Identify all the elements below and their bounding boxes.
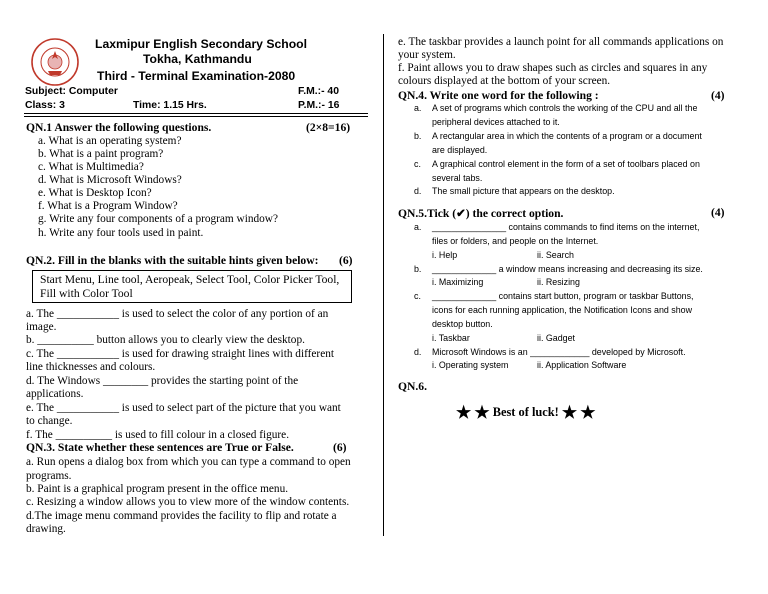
q5-option: ii. Application Software <box>537 360 627 370</box>
q3-line: your system. <box>398 49 456 61</box>
q4-line: peripheral devices attached to it. <box>432 117 560 127</box>
q5-item-letter: c. <box>414 291 421 301</box>
header-rule-top <box>24 113 368 114</box>
q5-item-letter: b. <box>414 264 422 274</box>
q5-line: files or folders, and people on the Internet. <box>432 236 599 246</box>
q5-line: _____________ contains start button, program or taskbar Buttons, <box>432 291 694 301</box>
q5-marks: (4) <box>711 206 725 219</box>
q5-item-letter: a. <box>414 222 422 232</box>
q4-item-letter: a. <box>414 103 422 113</box>
q4-line: A graphical control element in the form of a set of toolbars placed on <box>432 159 700 169</box>
q4-item-letter: b. <box>414 131 422 141</box>
q1-item: f. What is a Program Window? <box>38 200 178 212</box>
q1-heading: QN.1 Answer the following questions. <box>26 121 212 134</box>
q5-line: desktop button. <box>432 319 493 329</box>
q2-line: b. __________ button allows you to clearly view the desktop. <box>26 334 305 346</box>
q2-line: f. The __________ is used to fill colour in a closed figure. <box>26 429 290 441</box>
q3-line: b. Paint is a graphical program present in the office menu. <box>26 483 289 495</box>
school-name: Laxmipur English Secondary School <box>95 37 307 51</box>
q4-line: several tabs. <box>432 173 483 183</box>
q4-line: A rectangular area in which the contents of a program or a document <box>432 131 702 141</box>
subject-label: Subject: Computer <box>25 86 118 97</box>
q1-item: c. What is Multimedia? <box>38 161 144 173</box>
q2-hints-line: Start Menu, Line tool, Aeropeak, Select Tool, Color Picker Tool, <box>40 273 340 286</box>
header-rule-bottom <box>24 116 368 117</box>
q2-hints-box <box>32 270 352 303</box>
q2-line: c. The ___________ is used for drawing straight lines with different <box>26 348 334 360</box>
q5-line: Microsoft Windows is an ____________ developed by Microsoft. <box>432 347 686 357</box>
q3-line: a. Run opens a dialog box from which you can type a command to open <box>26 456 351 468</box>
q3-line: programs. <box>26 470 72 482</box>
q5-option: ii. Search <box>537 250 574 260</box>
q5-item-letter: d. <box>414 347 422 357</box>
q2-line: to change. <box>26 415 73 427</box>
q5-line: _______________ contains commands to find items on the internet, <box>432 222 700 232</box>
q2-line: image. <box>26 321 57 333</box>
star-icon: ★ <box>474 403 490 422</box>
q5-option: ii. Resizing <box>537 277 580 287</box>
q2-line: applications. <box>26 388 84 400</box>
q2-hints-line: Fill with Color Tool <box>40 287 133 300</box>
q2-marks: (6) <box>339 254 353 267</box>
school-location: Tokha, Kathmandu <box>143 52 252 66</box>
q5-line: icons for each running application, the Notification Icons and show <box>432 305 692 315</box>
q5-line: _____________ a window means increasing and decreasing its size. <box>432 264 703 274</box>
pass-marks-label: P.M.:- 16 <box>298 100 340 111</box>
q1-item: e. What is Desktop Icon? <box>38 187 152 199</box>
exam-title: Third - Terminal Examination-2080 <box>97 69 296 83</box>
q2-heading: QN.2. Fill in the blanks with the suitable hints given below: <box>26 254 319 267</box>
q3-line: c. Resizing a window allows you to view more of the window contents. <box>26 496 350 508</box>
q5-option: i. Help <box>432 250 458 260</box>
q1-item: g. Write any four components of a program window? <box>38 213 278 225</box>
q5-heading: QN.5.Tick (✔) the correct option. <box>398 207 564 220</box>
q5-option: i. Operating system <box>432 360 509 370</box>
school-seal-icon <box>24 37 86 87</box>
q3-line: e. The taskbar provides a launch point for all commands applications on <box>398 36 724 48</box>
class-label: Class: 3 <box>25 100 65 111</box>
q4-line: A set of programs which controls the working of the CPU and all the <box>432 103 698 113</box>
q2-line: d. The Windows ________ provides the starting point of the <box>26 375 299 387</box>
star-icon: ★ <box>561 403 578 422</box>
q4-line: The small picture that appears on the desktop. <box>432 186 615 196</box>
q4-item-letter: c. <box>414 159 421 169</box>
q3-line: d.The image menu command provides the facility to flip and rotate a <box>26 510 337 522</box>
q1-marks: (2×8=16) <box>306 121 351 134</box>
best-of-luck-text: Best of luck! <box>492 405 559 419</box>
q3-heading: QN.3. State whether these sentences are True or False. <box>26 441 294 454</box>
q4-line: are displayed. <box>432 145 488 155</box>
q5-option: i. Taskbar <box>432 333 470 343</box>
column-divider <box>383 34 384 536</box>
q4-item-letter: d. <box>414 186 422 196</box>
full-marks-label: F.M.:- 40 <box>298 86 339 97</box>
q2-line: line thicknesses and colours. <box>26 361 156 373</box>
best-of-luck <box>456 403 596 423</box>
time-label: Time: 1.15 Hrs. <box>133 100 207 111</box>
star-icon: ★ <box>580 403 596 422</box>
q1-item: d. What is Microsoft Windows? <box>38 174 182 186</box>
q6-heading: QN.6. <box>398 380 427 393</box>
q3-marks: (6) <box>333 441 347 454</box>
q5-option: ii. Gadget <box>537 333 575 343</box>
star-icon: ★ <box>456 403 472 422</box>
q3-line: drawing. <box>26 523 66 535</box>
q2-line: e. The ___________ is used to select part of the picture that you want <box>26 402 341 414</box>
q1-item: a. What is an operating system? <box>38 135 182 147</box>
q5-option: i. Maximizing <box>432 277 484 287</box>
q1-item: h. Write any four tools used in paint. <box>38 227 204 239</box>
q4-marks: (4) <box>711 89 725 102</box>
q3-line: colours displayed at the bottom of your screen. <box>398 75 611 87</box>
q3-line: f. Paint allows you to draw shapes such as circles and squares in any <box>398 62 708 74</box>
q4-heading: QN.4. Write one word for the following : <box>398 89 599 102</box>
q1-item: b. What is a paint program? <box>38 148 164 160</box>
q2-line: a. The ___________ is used to select the color of any portion of an <box>26 308 329 320</box>
